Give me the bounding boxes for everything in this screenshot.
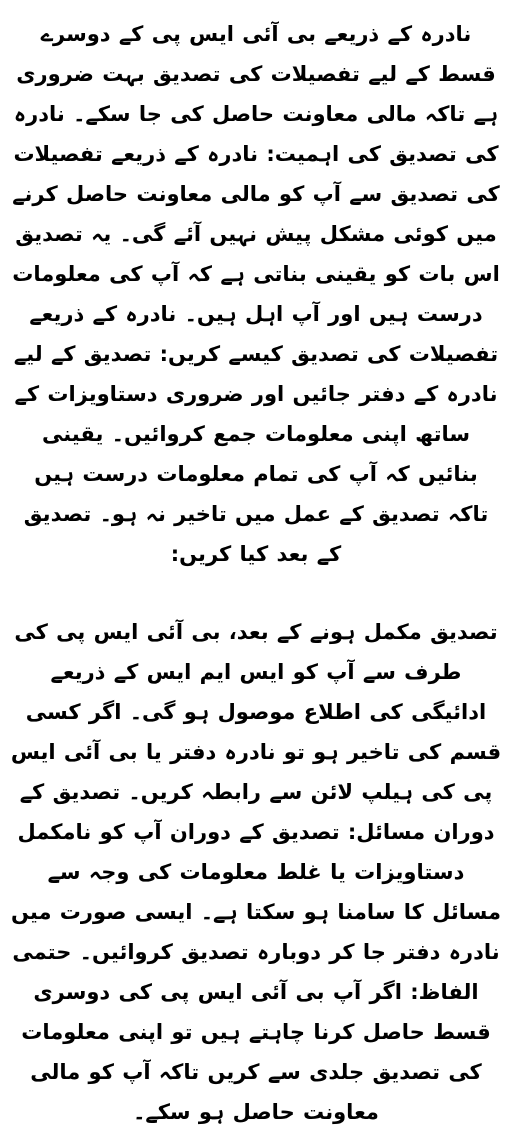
article-paragraph-1: نادرہ کے ذریعے بی آئی ایس پی کے دوسرے قسط کے لیے تفصیلات کی تصدیق بہت ضروری ہے تاکہ مالی معاونت حاصل کی جا سکے۔ نادرہ کی تصدیق کی اہمیت: نادرہ کے ذریعے تفصیلات کی تصدیق سے آپ کو مالی معاونت حاصل کرنے میں کوئی مشکل پیش نہیں آئے گی۔ یہ تصدیق اس بات کو یقینی بناتی ہے کہ آپ کی معلومات درست ہیں اور آپ اہل ہیں۔ نادرہ کے ذریعے تفصیلات کی تصدیق کیسے کریں: تصدیق کے لیے نادرہ کے دفتر جائیں اور ضروری دستاویزات کے ساتھ اپنی معلومات جمع کروائیں۔ یقینی بنائیں کہ آپ کی تمام معلومات درست ہیں تاکہ تصدیق کے عمل میں تاخیر نہ ہو۔ تصدیق کے بعد کیا کریں: xyxy=(12,22,500,566)
article-paragraph-2: تصدیق مکمل ہونے کے بعد، بی آئی ایس پی کی طرف سے آپ کو ایس ایم ایس کے ذریعے ادائیگی کی اطلاع موصول ہو گی۔ اگر کسی قسم کی تاخیر ہو تو نادرہ دفتر یا بی آئی ایس پی کی ہیلپ لائن سے رابطہ کریں۔ تصدیق کے دوران مسائل: تصدیق کے دوران آپ کو نامکمل دستاویزات یا غلط معلومات کی وجہ سے مسائل کا سامنا ہو سکتا ہے۔ ایسی صورت میں نادرہ دفتر جا کر دوبارہ تصدیق کروائیں۔ حتمی الفاظ: اگر آپ بی آئی ایس پی کی دوسری قسط حاصل کرنا چاہتے ہیں تو اپنی معلومات کی تصدیق جلدی سے کریں تاکہ آپ کو مالی معاونت حاصل ہو سکے۔ xyxy=(10,620,502,1124)
article-body xyxy=(10,14,502,1132)
